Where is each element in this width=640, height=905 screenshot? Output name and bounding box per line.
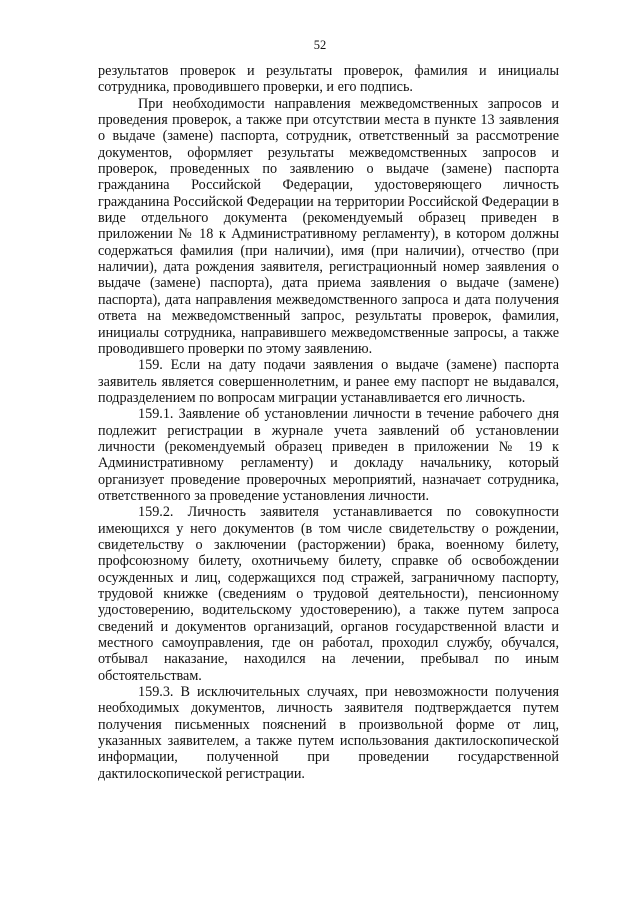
page-number: 52 [313,38,327,52]
paragraph-159-2: 159.2. Личность заявителя устанавливается по совокупности имеющихся у него документов (в том числе свидетельству о рождении, свидетельству о заключении (расторжении) брака, военному билету, профсоюзному билету, охотничьему билету, справке об освобождении осужденных и лиц, содержащихся под стражей, заграничному паспорту, трудовой книжке (сведениям о трудовой деятельности), пенсионному удостоверению, водительскому удостоверению), а также путем запроса сведений и документов организаций, органов государственной власти и местного самоуправления, где он работал, проходил службу, обучался, отбывал наказание, находился на лечении, пребывал по иным обстоятельствам. [98,504,559,684]
paragraph-159: 159. Если на дату подачи заявления о выдаче (замене) паспорта заявитель является совершеннолетним, и ранее ему паспорт не выдавался, подразделением по вопросам миграции устанавливается его личность. [98,357,559,406]
paragraph-159-3: 159.3. В исключительных случаях, при невозможности получения необходимых документов, личность заявителя подтверждается путем получения письменных пояснений в произвольной форме от лиц, указанных заявителем, а также путем использования дактилоскопической информации, полученной при проведении государственной дактилоскопической регистрации. [98,684,559,782]
paragraph-continuation: результатов проверок и результаты проверок, фамилия и инициалы сотрудника, проводившего проверки, и его подпись. [98,63,559,96]
paragraph-interdepartmental-requests: При необходимости направления межведомственных запросов и проведения проверок, а также при отсутствии места в пункте 13 заявления о выдаче (замене) паспорта, сотрудник, ответственный за рассмотрение документов, оформляет результаты межведомственных запросов и проверок, проведенных по заявлению о выдаче (замене) паспорта гражданина Российской Федерации, удостоверяющего личность гражданина Российской Федерации на территории Российской Федерации в виде отдельного документа (рекомендуемый образец приведен в приложении № 18 к Административному регламенту), в котором должны содержаться фамилия (при наличии), имя (при наличии), отчество (при наличии), дата рождения заявителя, регистрационный номер заявления о выдаче (замене) паспорта), дата приема заявления о выдаче (замене) паспорта), дата направления межведомственного запроса и дата получения ответа на межведомственный запрос, результаты проверок, фамилия, инициалы сотрудника, направившего межведомственные запросы, а также проводившего проверки по этому заявлению. [98,95,559,357]
paragraph-159-1: 159.1. Заявление об установлении личности в течение рабочего дня подлежит регистрации в журнале учета заявлений об установлении личности (рекомендуемый образец приведен в приложении № 19 к Административному регламенту) и докладу начальнику, который организует проведение проверочных мероприятий, назначает сотрудника, ответственного за проведение установления личности. [98,406,559,504]
document-body [98,63,559,782]
